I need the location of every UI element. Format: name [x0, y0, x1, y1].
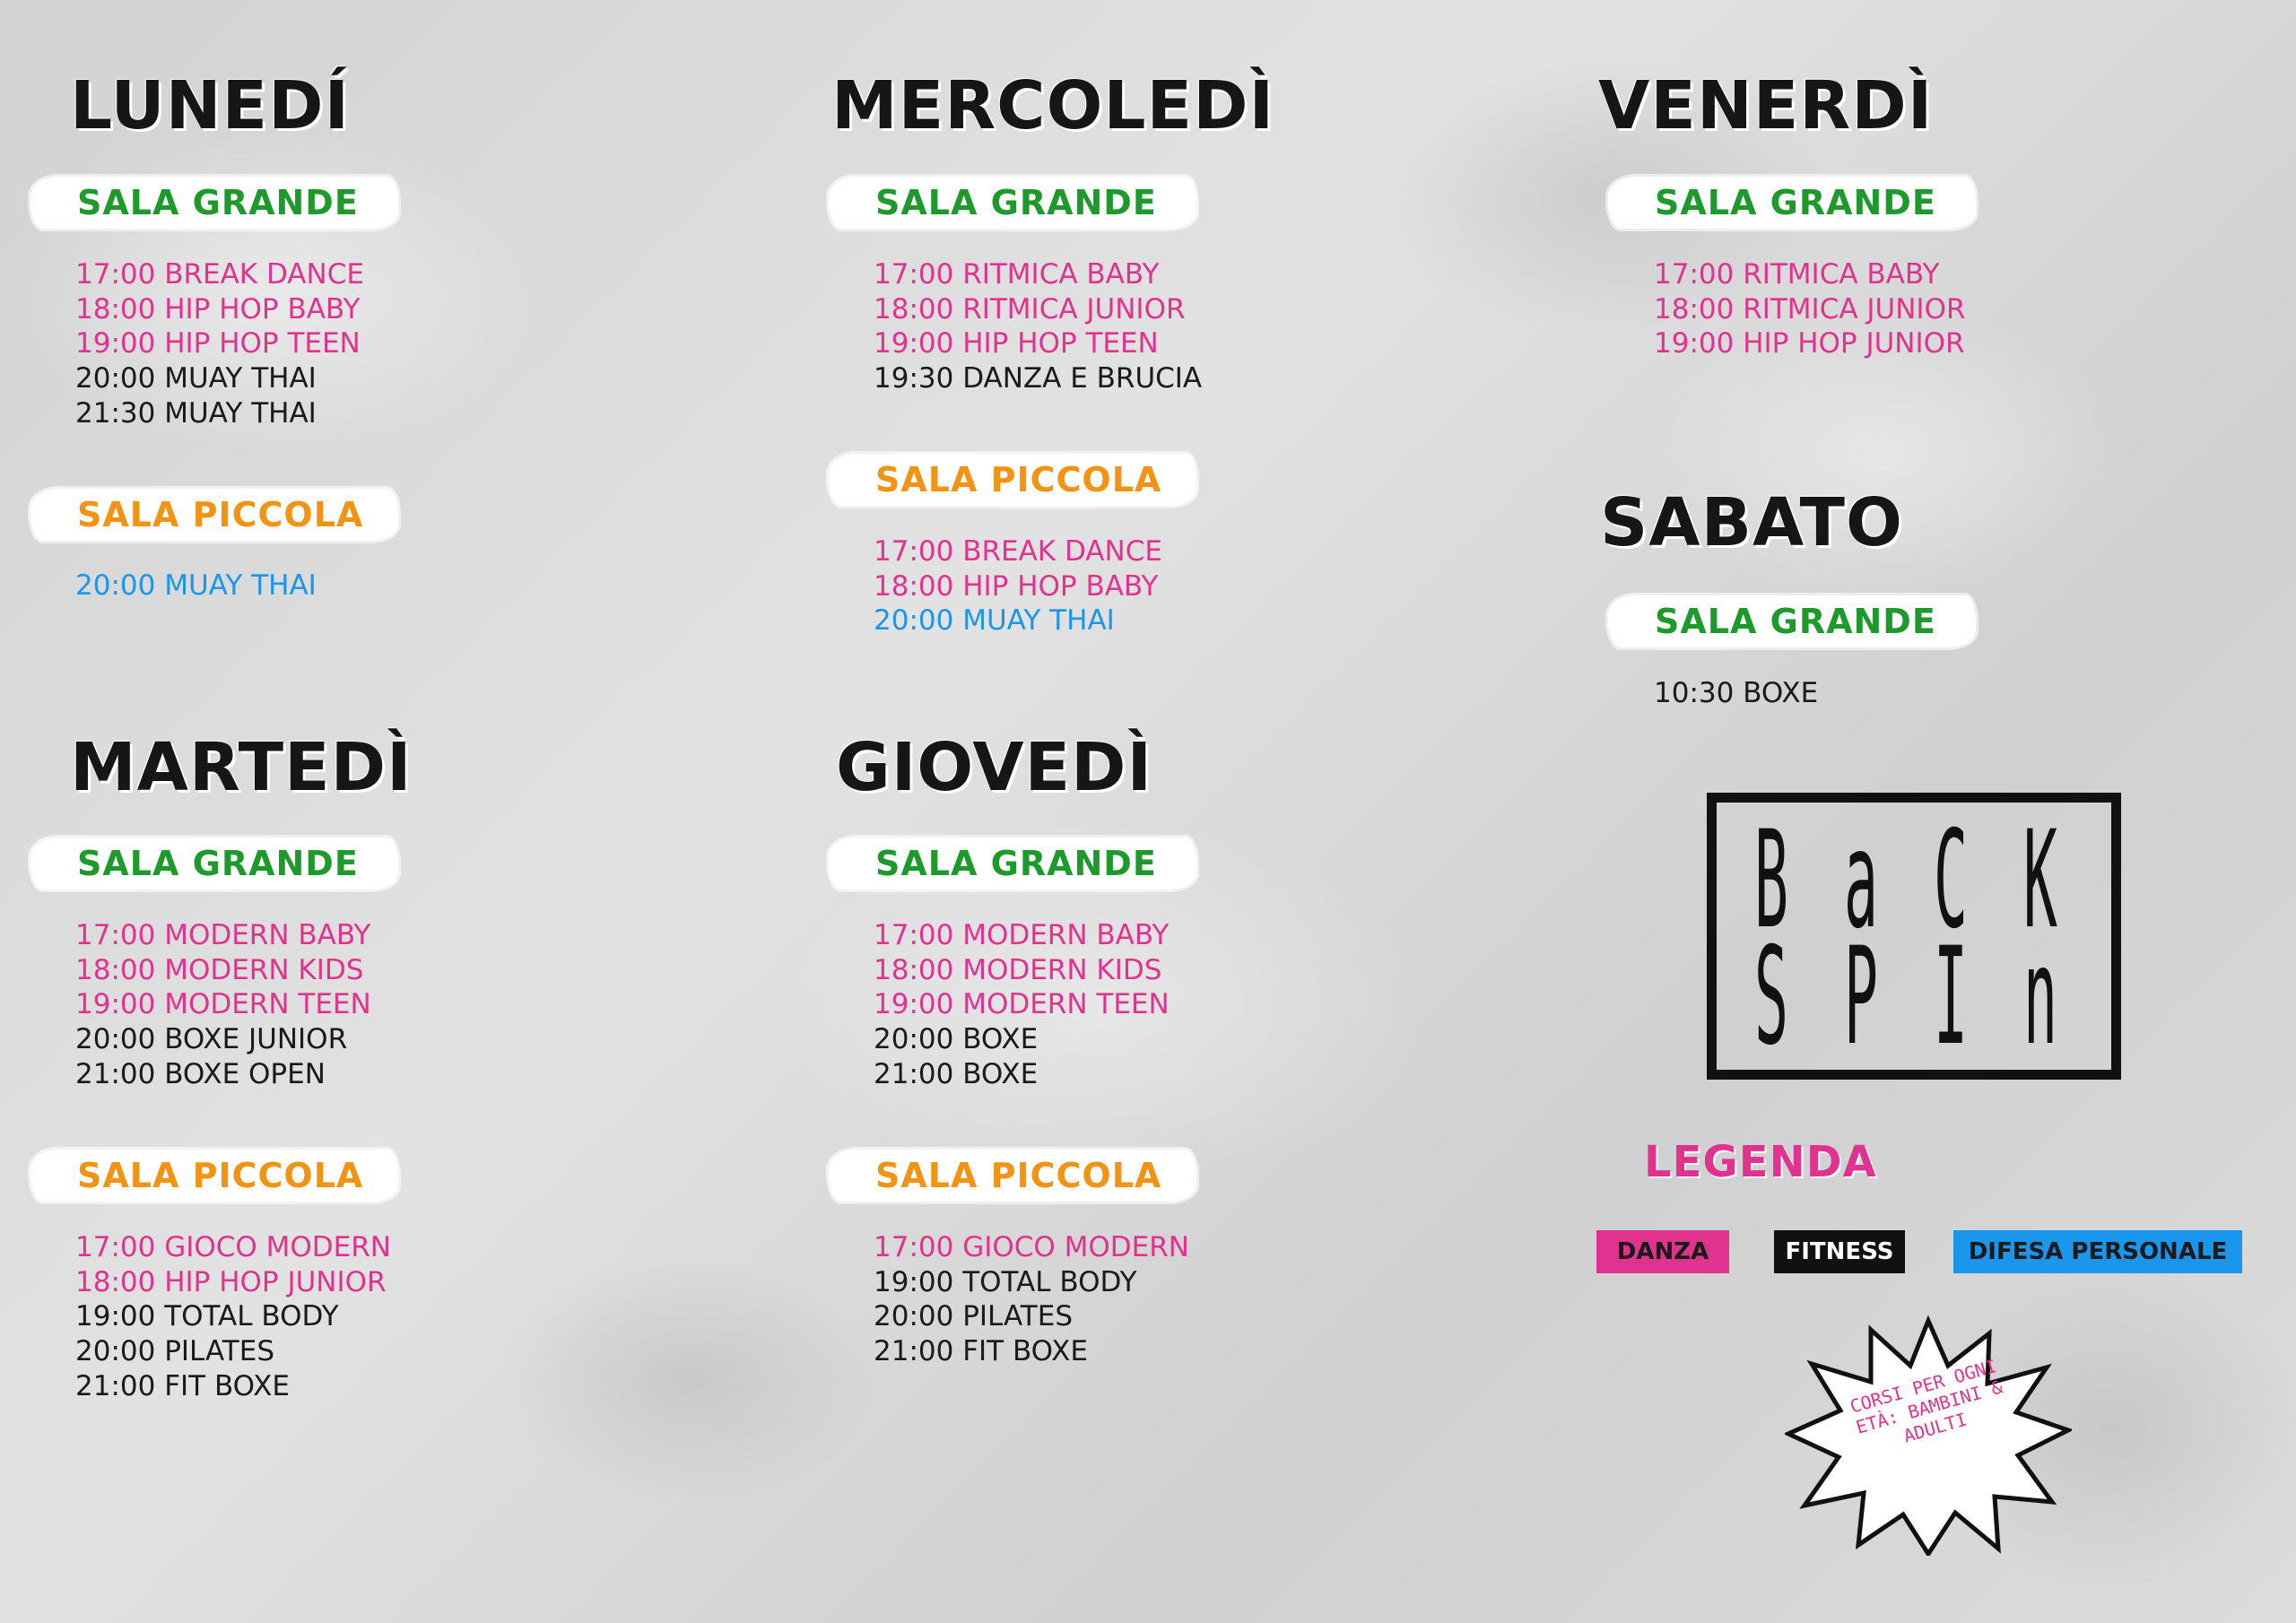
day-title-mercoledi: MERCOLEDÌ: [831, 67, 1275, 144]
class-item-danza: 17:00 MODERN BABY: [75, 919, 371, 951]
class-item-danza: 18:00 RITMICA JUNIOR: [1654, 292, 1966, 325]
class-item-fitness: 10:30 BOXE: [1654, 677, 1819, 709]
class-list: [75, 568, 317, 603]
day-title-martedi: MARTEDÌ: [70, 729, 413, 806]
room-tag-sala-grande: SALA GRANDE: [30, 838, 398, 890]
class-list: [1654, 257, 1966, 361]
room-tag-sala-piccola: SALA PICCOLA: [829, 1150, 1196, 1202]
class-item-fitness: 20:00 BOXE JUNIOR: [75, 1023, 348, 1056]
class-item-difesa: 20:00 MUAY THAI: [75, 569, 317, 602]
class-item-fitness: 19:30 DANZA E BRUCIA: [874, 362, 1203, 395]
day-title-venerdi: VENERDÌ: [1598, 67, 1934, 144]
legend-chip-fitness: FITNESS: [1774, 1230, 1905, 1273]
class-item-danza: 17:00 MODERN BABY: [874, 919, 1170, 951]
class-item-danza: 17:00 GIOCO MODERN: [75, 1231, 391, 1263]
room-tag-sala-piccola: SALA PICCOLA: [30, 1150, 398, 1202]
class-list: [75, 257, 364, 431]
room-tag-sala-piccola: SALA PICCOLA: [829, 454, 1196, 506]
room-tag-sala-grande: SALA GRANDE: [1608, 177, 1976, 229]
backspin-logo: [1707, 793, 2121, 1080]
logo-letter: C: [1934, 803, 1968, 959]
class-item-danza: 17:00 BREAK DANCE: [874, 535, 1162, 568]
legend-chip-difesa-personale: DIFESA PERSONALE: [1953, 1230, 2242, 1273]
class-item-danza: 19:00 HIP HOP JUNIOR: [1654, 327, 1965, 360]
logo-letter: K: [2023, 803, 2057, 959]
class-item-fitness: 19:00 TOTAL BODY: [874, 1265, 1137, 1298]
logo-letter: a: [1844, 803, 1878, 959]
class-item-fitness: 20:00 PILATES: [874, 1300, 1074, 1333]
day-title-lunedi: LUNEDÍ: [70, 67, 351, 144]
class-item-danza: 19:00 HIP HOP TEEN: [75, 327, 361, 360]
room-tag-sala-piccola: SALA PICCOLA: [30, 489, 398, 541]
class-item-danza: 18:00 MODERN KIDS: [874, 953, 1162, 986]
class-item-danza: 19:00 MODERN TEEN: [874, 988, 1170, 1021]
logo-letter: I: [1934, 919, 1968, 1075]
class-item-danza: 18:00 HIP HOP BABY: [874, 569, 1159, 603]
class-item-danza: 17:00 BREAK DANCE: [75, 258, 364, 291]
class-item-fitness: 21:00 BOXE: [874, 1057, 1039, 1090]
class-list: [874, 534, 1162, 638]
day-title-sabato: SABATO: [1600, 484, 1903, 561]
class-item-danza: 18:00 RITMICA JUNIOR: [874, 292, 1186, 325]
logo-letter: n: [2023, 919, 2057, 1075]
class-item-danza: 18:00 MODERN KIDS: [75, 953, 364, 986]
class-item-danza: 17:00 GIOCO MODERN: [874, 1231, 1189, 1263]
class-item-danza: 18:00 HIP HOP JUNIOR: [75, 1265, 387, 1298]
class-item-fitness: 21:00 BOXE OPEN: [75, 1057, 326, 1090]
class-item-danza: 19:00 HIP HOP TEEN: [874, 327, 1159, 360]
class-item-danza: 19:00 MODERN TEEN: [75, 988, 371, 1021]
room-tag-sala-grande: SALA GRANDE: [829, 838, 1196, 890]
class-item-fitness: 21:00 FIT BOXE: [75, 1369, 290, 1402]
class-item-fitness: 20:00 MUAY THAI: [75, 362, 317, 395]
class-item-danza: 17:00 RITMICA BABY: [1654, 258, 1940, 291]
logo-letter: P: [1844, 919, 1878, 1075]
logo-letter: B: [1754, 803, 1788, 959]
class-item-fitness: 21:30 MUAY THAI: [75, 396, 317, 430]
legend-title: LEGENDA: [1644, 1137, 1877, 1187]
class-item-fitness: 20:00 PILATES: [75, 1335, 275, 1368]
class-list: [1654, 676, 1818, 711]
class-list: [874, 257, 1202, 396]
class-item-danza: 18:00 HIP HOP BABY: [75, 292, 361, 325]
class-item-fitness: 21:00 FIT BOXE: [874, 1335, 1088, 1368]
legend-chip-danza: DANZA: [1596, 1230, 1729, 1273]
class-item-danza: 17:00 RITMICA BABY: [874, 258, 1160, 291]
class-item-fitness: 20:00 BOXE: [874, 1023, 1039, 1056]
class-list: [874, 918, 1170, 1092]
logo-letter: S: [1754, 919, 1788, 1075]
class-list: [75, 918, 371, 1092]
class-list: [75, 1230, 391, 1404]
class-list: [874, 1230, 1189, 1369]
room-tag-sala-grande: SALA GRANDE: [829, 177, 1196, 229]
room-tag-sala-grande: SALA GRANDE: [1608, 595, 1976, 647]
room-tag-sala-grande: SALA GRANDE: [30, 177, 398, 229]
day-title-giovedi: GIOVEDÌ: [836, 729, 1152, 806]
class-item-difesa: 20:00 MUAY THAI: [874, 604, 1115, 638]
badge-text: CORSI PER OGNI ETÀ: BAMBINI & ADULTI: [1848, 1355, 2005, 1447]
class-item-fitness: 19:00 TOTAL BODY: [75, 1300, 339, 1333]
